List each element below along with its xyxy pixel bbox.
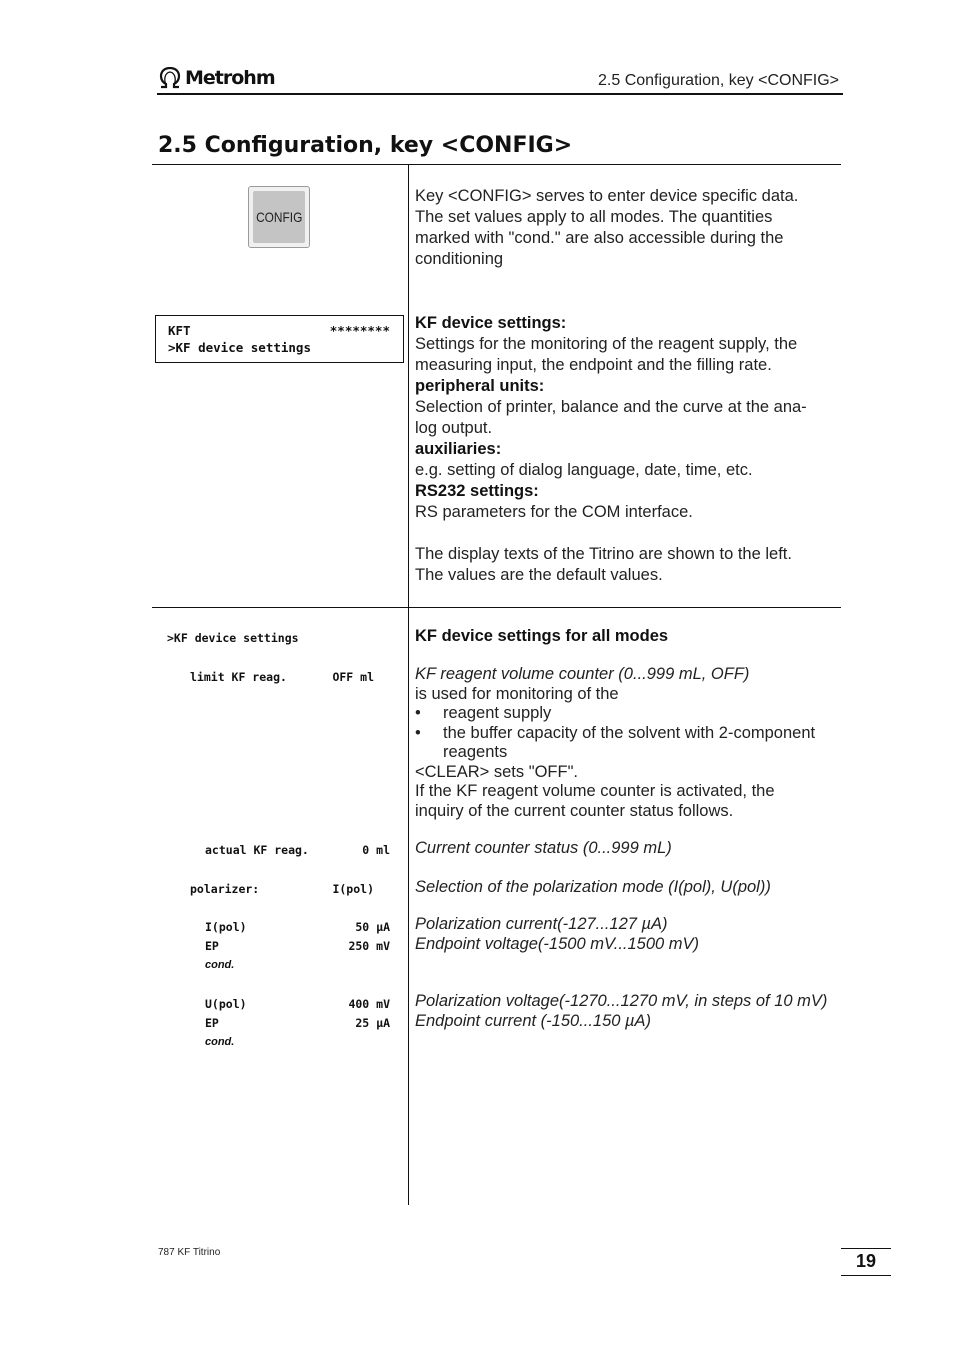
omega-icon xyxy=(158,67,182,89)
group-heading: RS232 settings: xyxy=(415,482,539,500)
group-heading: auxiliaries: xyxy=(415,440,502,458)
config-key xyxy=(248,186,310,248)
group-line: Settings for the monitoring of the reagent supply, the xyxy=(415,335,798,353)
settings-overview xyxy=(415,313,835,586)
ipol-value: 50 µA xyxy=(355,920,390,934)
intro-line: marked with "cond." are also accessible during the xyxy=(415,229,784,247)
display-note-line: The display texts of the Titrino are shown to the left. xyxy=(415,545,792,563)
group-line: log output. xyxy=(415,419,493,437)
limit-value: OFF ml xyxy=(332,670,374,684)
intro-paragraph xyxy=(415,186,835,270)
display-note-line: The values are the default values. xyxy=(415,566,663,584)
actual-description: Current counter status (0...999 mL) xyxy=(415,839,672,857)
upol-description xyxy=(415,992,835,1031)
group-line: e.g. setting of dialog language, date, time, etc. xyxy=(415,461,753,479)
bullet-icon: • xyxy=(415,704,421,722)
limit-desc-italic: KF reagent volume counter (0...999 mL, OFF) xyxy=(415,665,750,683)
footer-doc-name: 787 KF Titrino xyxy=(158,1247,221,1258)
intro-line: The set values apply to all modes. The quantities xyxy=(415,208,773,226)
limit-label: limit KF reag. xyxy=(190,670,287,684)
ipol-label: I(pol) xyxy=(205,920,247,934)
limit-after-line: <CLEAR> sets "OFF". xyxy=(415,762,579,781)
limit-desc-line: is used for monitoring of the xyxy=(415,684,619,703)
page-number: 19 xyxy=(855,1251,877,1271)
header-rule xyxy=(157,93,843,95)
bullet-text: reagents xyxy=(443,743,508,761)
ipol-desc-line: Polarization current(-127...127 µA) xyxy=(415,915,668,933)
display-line1-right: ******** xyxy=(329,323,390,338)
polarizer-description: Selection of the polarization mode (I(pol), U(pol)) xyxy=(415,878,771,896)
metrohm-logo xyxy=(158,66,275,90)
group-heading: KF device settings: xyxy=(415,314,567,332)
intro-line: Key <CONFIG> serves to enter device specific data. xyxy=(415,187,799,205)
upol-ep-value: 25 µA xyxy=(355,1016,390,1030)
upol-value: 400 mV xyxy=(348,997,390,1011)
bullet-icon: • xyxy=(415,723,421,742)
actual-label: actual KF reag. xyxy=(205,843,309,857)
config-key-face xyxy=(253,191,305,243)
footer-rule-bottom xyxy=(841,1275,891,1276)
spacer xyxy=(415,523,835,544)
display-screen xyxy=(155,315,404,363)
config-key-label: CONFIG xyxy=(255,209,303,225)
group-heading: peripheral units: xyxy=(415,377,545,395)
header-section-ref: 2.5 Configuration, key <CONFIG> xyxy=(598,72,839,89)
ipol-ep-value: 250 mV xyxy=(348,939,390,953)
limit-description xyxy=(415,665,835,821)
section-title: 2.5 Configuration, key <CONFIG> xyxy=(158,133,573,158)
display-line1-left: KFT xyxy=(168,323,191,338)
lower-heading: KF device settings for all modes xyxy=(415,627,669,645)
upol-desc-line: Polarization voltage(-1270...1270 mV, in steps of 10 mV) xyxy=(415,992,828,1010)
column-divider xyxy=(408,165,409,1205)
ipol-desc-line: Endpoint voltage(-1500 mV...1500 mV) xyxy=(415,934,700,953)
limit-after-line: If the KF reagent volume counter is activated, the xyxy=(415,782,775,800)
bullet-text: the buffer capacity of the solvent with 2-component xyxy=(443,723,816,742)
section-divider xyxy=(152,607,841,608)
polarizer-value: I(pol) xyxy=(332,882,374,896)
footer-rule-top xyxy=(841,1248,891,1249)
intro-line: conditioning xyxy=(415,250,504,268)
ipol-description xyxy=(415,915,835,954)
polarizer-label: polarizer: xyxy=(190,882,260,896)
bullet-text: reagent supply xyxy=(443,704,552,722)
upol-ep-label: EP xyxy=(205,1016,219,1030)
group-line: RS parameters for the COM interface. xyxy=(415,503,693,521)
logo-text: Metrohm xyxy=(185,67,275,89)
bullet-item xyxy=(415,704,835,724)
title-rule xyxy=(152,164,841,165)
ipol-ep-label: EP xyxy=(205,939,219,953)
group-line: Selection of printer, balance and the curve at the ana- xyxy=(415,398,807,416)
upol-cond-label: cond. xyxy=(205,1036,235,1048)
limit-after-line: inquiry of the current counter status follows. xyxy=(415,801,734,820)
upol-label: U(pol) xyxy=(205,997,247,1011)
actual-value: 0 ml xyxy=(362,843,390,857)
display-line2: >KF device settings xyxy=(168,340,311,355)
upol-desc-line: Endpoint current (-150...150 µA) xyxy=(415,1011,652,1030)
bullet-item xyxy=(415,724,835,763)
menu-label: >KF device settings xyxy=(167,631,299,645)
ipol-cond-label: cond. xyxy=(205,959,235,971)
group-line: measuring input, the endpoint and the filling rate. xyxy=(415,356,772,374)
